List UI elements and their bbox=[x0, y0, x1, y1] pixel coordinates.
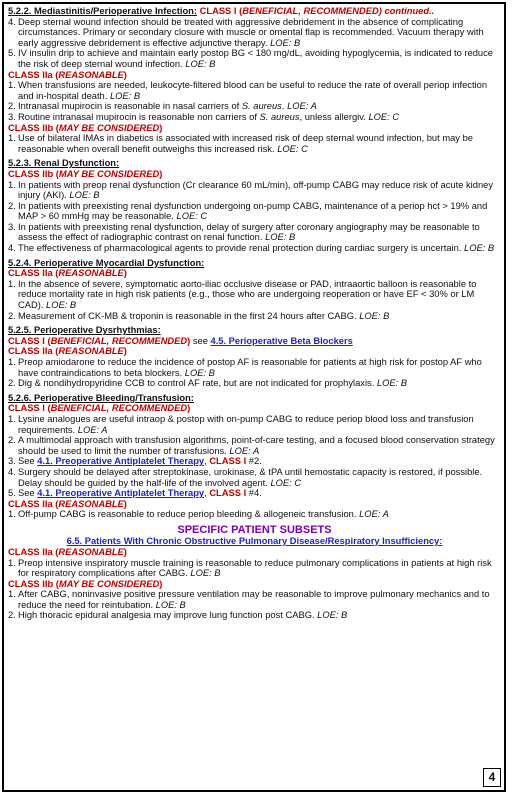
subsets-heading: SPECIFIC PATIENT SUBSETS bbox=[177, 523, 332, 536]
class-label: CLASS IIa (REASONABLE) bbox=[8, 546, 127, 557]
list-item: 4. Surgery should be delayed after streptokinase, urokinase, & tPA until hemostatic capacity is restored, if possible. Delay should be guided by the half-life of the involved agent. LOE: C bbox=[8, 466, 483, 488]
class-label: CLASS I (BENEFICIAL, RECOMMENDED) continued.. bbox=[199, 6, 435, 16]
section-5-2-4 bbox=[8, 258, 501, 322]
list-item: 1. Preop amiodarone to reduce the incidence of postop AF is reasonable for patients at high risk for postop AF who have contraindications to beta blockers. LOE: B bbox=[8, 357, 482, 378]
section-5-2-6 bbox=[8, 393, 501, 520]
recommendation-list bbox=[8, 80, 501, 122]
list-item: 2. Dig & nondihydropyridine CCB to control AF rate, but are not indicated for prophylaxis. LOE: B bbox=[8, 378, 408, 389]
list-item: 2. High thoracic epidural analgesia may improve lung function post CABG. LOE: B bbox=[8, 610, 348, 621]
section-title: 5.2.3. Renal Dysfunction: bbox=[8, 158, 120, 169]
list-item: 2. In patients with preexisting renal dysfunction undergoing on-pump CABG, maintenance of a periop hct > 19% and MAP > 60 mmHg may be reasonable. LOE: C bbox=[8, 200, 488, 222]
class-label: CLASS IIa (REASONABLE) bbox=[8, 268, 127, 279]
page-number: 4 bbox=[483, 768, 501, 787]
section-title: 5.2.6. Perioperative Bleeding/Transfusion: bbox=[8, 392, 194, 403]
list-item: 1. When transfusions are needed, leukocyte-filtered blood can be useful to reduce the rate of overall periop infection and in-hospital death. LOE: B bbox=[8, 80, 488, 101]
list-item: 1. Preop intensive inspiratory muscle training is reasonable to reduce pulmonary complications in patients at high risk for respiratory complications after CABG. LOE: B bbox=[8, 557, 492, 579]
list-item: 4. The effectiveness of pharmacological agents to provide renal protection during cardiac surgery is uncertain. LOE: B bbox=[8, 243, 495, 254]
section-5-2-3 bbox=[8, 158, 501, 253]
section-5-2-2 bbox=[8, 6, 501, 154]
list-item: 3. See 4.1. Preoperative Antiplatelet Therapy, CLASS I #2. bbox=[8, 456, 262, 467]
list-item: 4. Deep sternal wound infection should be treated with aggressive debridement in the absence of complicating circumstances. Primary or secondary closure with muscle or omental flap is recommended. Vacuum therapy with early aggressive debridement is effective adjunctive therapy. LOE: B bbox=[8, 16, 484, 48]
list-item: 2. Intranasal mupirocin is reasonable in nasal carriers of S. aureus. LOE: A bbox=[8, 101, 317, 112]
see-reference: CLASS I (BENEFICIAL, RECOMMENDED) see 4.5. Perioperative Beta Blockers bbox=[8, 335, 353, 346]
recommendation-list bbox=[8, 509, 501, 520]
recommendation-list bbox=[8, 414, 501, 456]
section-5-2-5 bbox=[8, 325, 501, 389]
class-label: CLASS I (BENEFICIAL, RECOMMENDED) bbox=[8, 403, 191, 414]
recommendation-list bbox=[8, 17, 501, 70]
recommendation-list bbox=[8, 279, 501, 321]
section-title: 5.2.5. Perioperative Dysrhythmias: bbox=[8, 325, 161, 336]
list-item: 1. Lysine analogues are useful intraop & postop with on-pump CABG to reduce periop blood loss and transfusion requirements. LOE: A bbox=[8, 413, 474, 435]
beta-blockers-link[interactable]: 4.5. Perioperative Beta Blockers bbox=[210, 335, 353, 346]
recommendation-list bbox=[8, 589, 501, 621]
list-item: 2. Measurement of CK-MB & troponin is reasonable in the first 24 hours after CABG. LOE: B bbox=[8, 310, 390, 321]
class-label: CLASS IIb (MAY BE CONSIDERED) bbox=[8, 122, 163, 133]
section-title: 5.2.2. Mediastinitis/Perioperative Infection: bbox=[8, 6, 198, 16]
recommendation-list bbox=[8, 357, 501, 389]
copd-subheading: 6.5. Patients With Chronic Obstructive Pulmonary Disease/Respiratory Insufficiency: bbox=[66, 535, 443, 546]
recommendation-list bbox=[8, 558, 501, 579]
class-label: CLASS IIb (MAY BE CONSIDERED) bbox=[8, 578, 163, 589]
list-item: 1. After CABG, noninvasive positive pressure ventilation may be reasonable to improve pulmonary mechanics and to reduce the need for reintubation. LOE: B bbox=[8, 589, 490, 610]
class-label: CLASS IIa (REASONABLE) bbox=[8, 346, 127, 357]
recommendation-list bbox=[8, 180, 501, 254]
section-patient-subsets bbox=[8, 524, 501, 621]
antiplatelet-link[interactable]: 4.1. Preoperative Antiplatelet Therapy bbox=[37, 456, 205, 467]
list-item: 1. In the absence of severe, symptomatic aorto-iliac occlusive disease or PAD, intraaortic balloon is reasonable to reduce mortality rate in high risk patients (e.g., those who are undergoing reoperation or have EF < 30% or LM CAD). LOE: B bbox=[8, 278, 477, 311]
list-item: 5. IV insulin drip to achieve and maintain early postop BG < 180 mg/dL, avoiding hypoglycemia, is indicated to reduce the risk of deep sternal wound infection. LOE: B bbox=[8, 48, 493, 69]
guideline-page bbox=[2, 2, 506, 792]
antiplatelet-link[interactable]: 4.1. Preoperative Antiplatelet Therapy bbox=[37, 488, 205, 499]
list-item: 1. Use of bilateral IMAs in diabetics is associated with increased risk of deep sternal wound infection, but may be reasonable when overall benefit outweighs this increased risk. LOE: C bbox=[8, 133, 473, 154]
recommendation-list bbox=[8, 133, 501, 154]
list-item: 3. Routine intranasal mupirocin is reasonable non carriers of S. aureus, unless allergiv. LOE: C bbox=[8, 111, 400, 122]
list-item: 2. A multimodal approach with transfusion algorithms, point-of-care testing, and a focused blood conservation strategy should be used to limit the number of transfusions. LOE: A bbox=[8, 435, 495, 456]
class-label: CLASS IIa (REASONABLE) bbox=[8, 498, 127, 509]
list-item: 3. In patients with preexisting renal dysfunction, delay of surgery after coronary angiography may be reasonable to assess the effect of radiographic contrast on renal function. LOE: B bbox=[8, 221, 480, 243]
list-item: 5. See 4.1. Preoperative Antiplatelet Therapy, CLASS I #4. bbox=[8, 488, 262, 499]
list-item: 1. Off-pump CABG is reasonable to reduce periop bleeding & allogeneic transfusion. LOE: A bbox=[8, 509, 389, 520]
class-label: CLASS IIb (MAY BE CONSIDERED) bbox=[8, 168, 163, 179]
list-item: 1. In patients with preop renal dysfunction (Cr clearance 60 mL/min), off-pump CABG may reduce risk of acute kidney injury (AKI). LOE: B bbox=[8, 179, 494, 201]
section-title: 5.2.4. Perioperative Myocardial Dysfunction: bbox=[8, 257, 205, 268]
class-label: CLASS I (BENEFICIAL, RECOMMENDED) bbox=[8, 335, 191, 346]
class-label: CLASS IIa (REASONABLE) bbox=[8, 69, 127, 80]
